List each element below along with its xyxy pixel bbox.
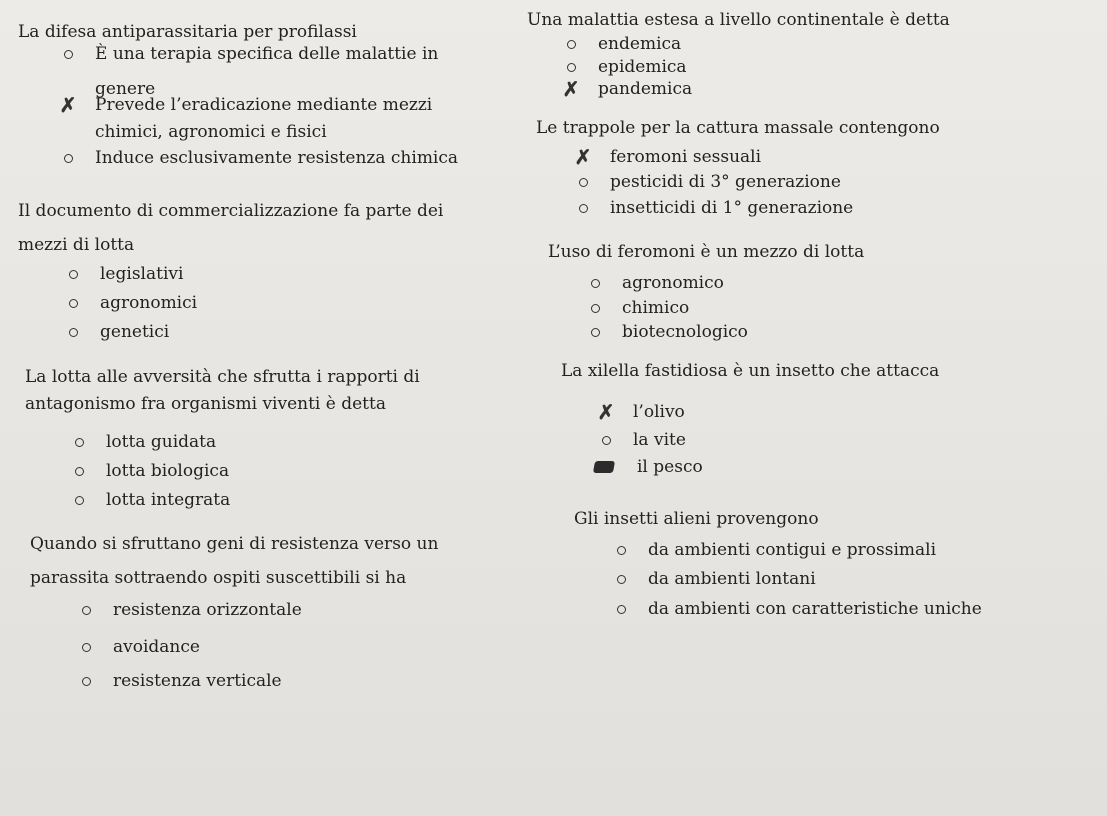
- q5-option-2[interactable]: epidemica: [598, 57, 687, 77]
- radio-empty-icon: [584, 273, 606, 293]
- radio-empty-icon: [62, 264, 84, 284]
- q4-option-3[interactable]: resistenza verticale: [113, 671, 282, 691]
- radio-crossed-icon: ✗: [574, 145, 592, 169]
- q8-option-2[interactable]: la vite: [633, 430, 686, 450]
- q2-option-3[interactable]: genetici: [100, 322, 169, 342]
- q2-option-1[interactable]: legislativi: [100, 264, 183, 284]
- radio-empty-icon: [68, 461, 90, 481]
- q3-stem-2: antagonismo fra organismi viventi è detta: [25, 394, 386, 414]
- radio-crossed-icon: ✗: [562, 77, 580, 101]
- radio-empty-icon: [584, 322, 606, 342]
- radio-empty-icon: [75, 637, 97, 657]
- q6-option-3[interactable]: insetticidi di 1° generazione: [610, 198, 853, 218]
- q2-stem-1: Il documento di commercializzazione fa parte dei: [18, 201, 444, 221]
- radio-empty-icon: [610, 569, 632, 589]
- q7-stem: L’uso di feromoni è un mezzo di lotta: [548, 242, 865, 262]
- q3-option-3[interactable]: lotta integrata: [106, 490, 230, 510]
- q8-stem: La xilella fastidiosa è un insetto che attacca: [561, 361, 940, 381]
- q4-option-2[interactable]: avoidance: [113, 637, 200, 657]
- radio-crossed-icon: ✗: [59, 93, 77, 117]
- q1-option-3[interactable]: Induce esclusivamente resistenza chimica: [95, 148, 458, 168]
- radio-empty-icon: [610, 540, 632, 560]
- q1-option-1[interactable]: È una terapia specifica delle malattie in: [95, 44, 438, 64]
- radio-empty-icon: [75, 671, 97, 691]
- q5-option-3[interactable]: ✗ pandemica: [598, 79, 692, 99]
- q4-option-1[interactable]: resistenza orizzontale: [113, 600, 302, 620]
- q3-option-2[interactable]: lotta biologica: [106, 461, 229, 481]
- q9-option-3[interactable]: da ambienti con caratteristiche uniche: [648, 599, 982, 619]
- q1-option-2-cont: chimici, agronomici e fisici: [95, 122, 327, 142]
- radio-empty-icon: [572, 198, 594, 218]
- q1-option-2[interactable]: ✗ Prevede l’eradicazione mediante mezzi: [95, 95, 432, 115]
- radio-empty-icon: [584, 298, 606, 318]
- q9-stem: Gli insetti alieni provengono: [574, 509, 819, 529]
- radio-empty-icon: [595, 430, 617, 450]
- radio-empty-icon: [560, 57, 582, 77]
- q8-option-3[interactable]: il pesco: [637, 457, 703, 477]
- q9-option-2[interactable]: da ambienti lontani: [648, 569, 816, 589]
- radio-empty-icon: [610, 599, 632, 619]
- q4-stem-1: Quando si sfruttano geni di resistenza verso un: [30, 534, 439, 554]
- radio-crossed-icon: ✗: [597, 400, 615, 424]
- radio-empty-icon: [57, 148, 79, 168]
- q1-stem-1: La difesa antiparassitaria per profilassi: [18, 22, 357, 42]
- q3-stem-1: La lotta alle avversità che sfrutta i rapporti di: [25, 367, 420, 387]
- q6-option-1[interactable]: ✗ feromoni sessuali: [610, 147, 761, 167]
- radio-empty-icon: [560, 34, 582, 54]
- q2-stem-2: mezzi di lotta: [18, 235, 135, 255]
- radio-empty-icon: [57, 44, 79, 64]
- radio-filled-icon: [593, 457, 615, 477]
- q9-option-1[interactable]: da ambienti contigui e prossimali: [648, 540, 936, 560]
- radio-empty-icon: [68, 490, 90, 510]
- radio-empty-icon: [62, 293, 84, 313]
- q1-option-1-cont: genere: [95, 79, 156, 99]
- radio-empty-icon: [62, 322, 84, 342]
- q5-stem: Una malattia estesa a livello continentale è detta: [527, 10, 950, 30]
- q4-stem-2: parassita sottraendo ospiti suscettibili si ha: [30, 568, 407, 588]
- radio-empty-icon: [68, 432, 90, 452]
- q7-option-3[interactable]: biotecnologico: [622, 322, 748, 342]
- q6-option-2[interactable]: pesticidi di 3° generazione: [610, 172, 841, 192]
- radio-empty-icon: [75, 600, 97, 620]
- q2-option-2[interactable]: agronomici: [100, 293, 197, 313]
- q6-stem: Le trappole per la cattura massale contengono: [536, 118, 940, 138]
- q8-option-1[interactable]: ✗ l’olivo: [633, 402, 685, 422]
- q5-option-1[interactable]: endemica: [598, 34, 681, 54]
- radio-empty-icon: [572, 172, 594, 192]
- q7-option-2[interactable]: chimico: [622, 298, 689, 318]
- q3-option-1[interactable]: lotta guidata: [106, 432, 216, 452]
- q7-option-1[interactable]: agronomico: [622, 273, 724, 293]
